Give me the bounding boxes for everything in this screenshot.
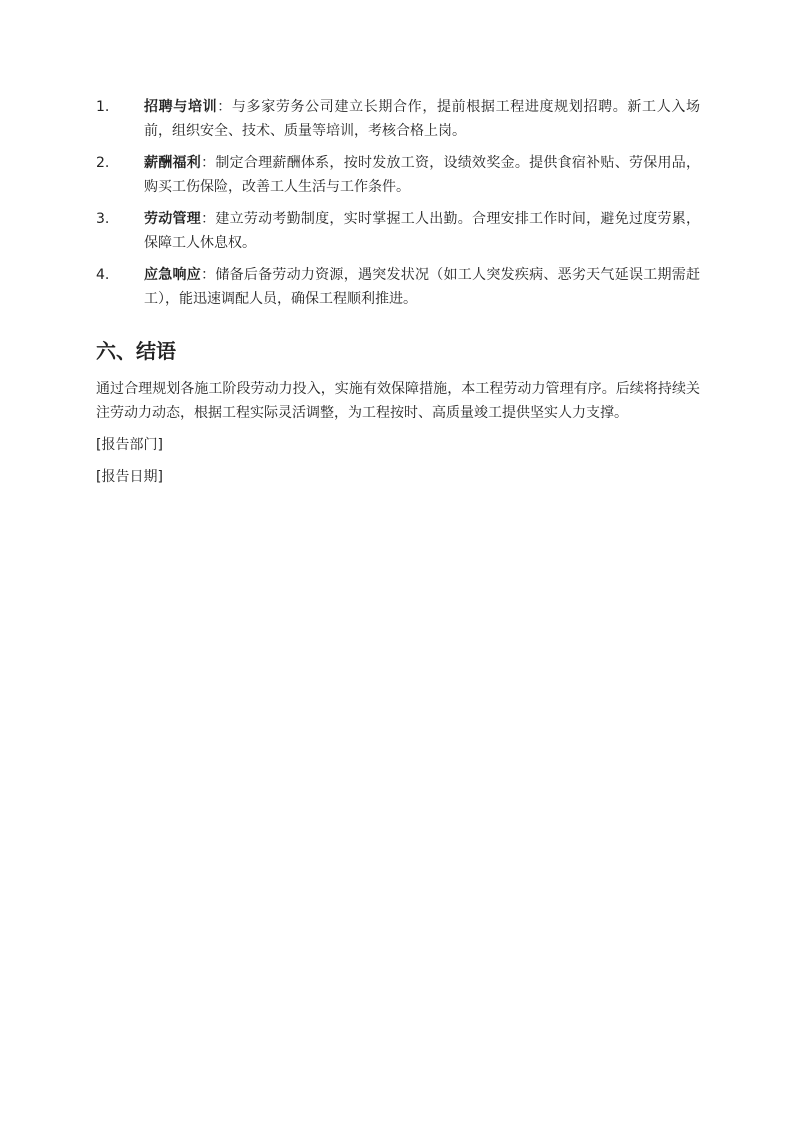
list-description: ：制定合理薪酬体系，按时发放工资，设绩效奖金。提供食宿补贴、劳保用品，购买工伤保险，改善工人生活与工作条件。	[144, 155, 701, 195]
list-description: ：与多家劳务公司建立长期合作，提前根据工程进度规划招聘。新工人入场前，组织安全、技术、质量等培训，考核合格上岗。	[144, 99, 701, 139]
list-term: 劳动管理	[144, 211, 202, 227]
list-text	[144, 95, 700, 143]
list-term: 应急响应	[144, 267, 202, 283]
list-text	[144, 263, 700, 311]
list-item	[96, 263, 700, 311]
list-item	[96, 95, 700, 143]
conclusion-paragraph: 通过合理规划各施工阶段劳动力投入，实施有效保障措施，本工程劳动力管理有序。后续将持续关注劳动力动态，根据工程实际灵活调整，为工程按时、高质量竣工提供坚实人力支撑。	[96, 381, 700, 421]
list-term: 薪酬福利	[144, 155, 202, 171]
section-heading: 六、结语	[96, 339, 176, 363]
list-term: 招聘与培训	[144, 99, 218, 115]
list-item	[96, 207, 700, 255]
document-page	[96, 95, 700, 497]
list-item	[96, 151, 700, 199]
list-text	[144, 151, 700, 199]
list-description: ：储备后备劳动力资源，遇突发状况（如工人突发疾病、恶劣天气延误工期需赶工），能迅速调配人员，确保工程顺利推进。	[144, 267, 701, 307]
report-department: [报告部门]	[96, 437, 163, 453]
list-number: 4.	[96, 267, 110, 283]
list-description: ：建立劳动考勤制度，实时掌握工人出勤。合理安排工作时间，避免过度劳累，保障工人休息权。	[144, 211, 701, 251]
list-text	[144, 207, 700, 255]
list-number: 1.	[96, 99, 110, 115]
report-date: [报告日期]	[96, 469, 163, 485]
list-number: 3.	[96, 211, 110, 227]
measures-list	[96, 95, 700, 311]
list-number: 2.	[96, 155, 110, 171]
